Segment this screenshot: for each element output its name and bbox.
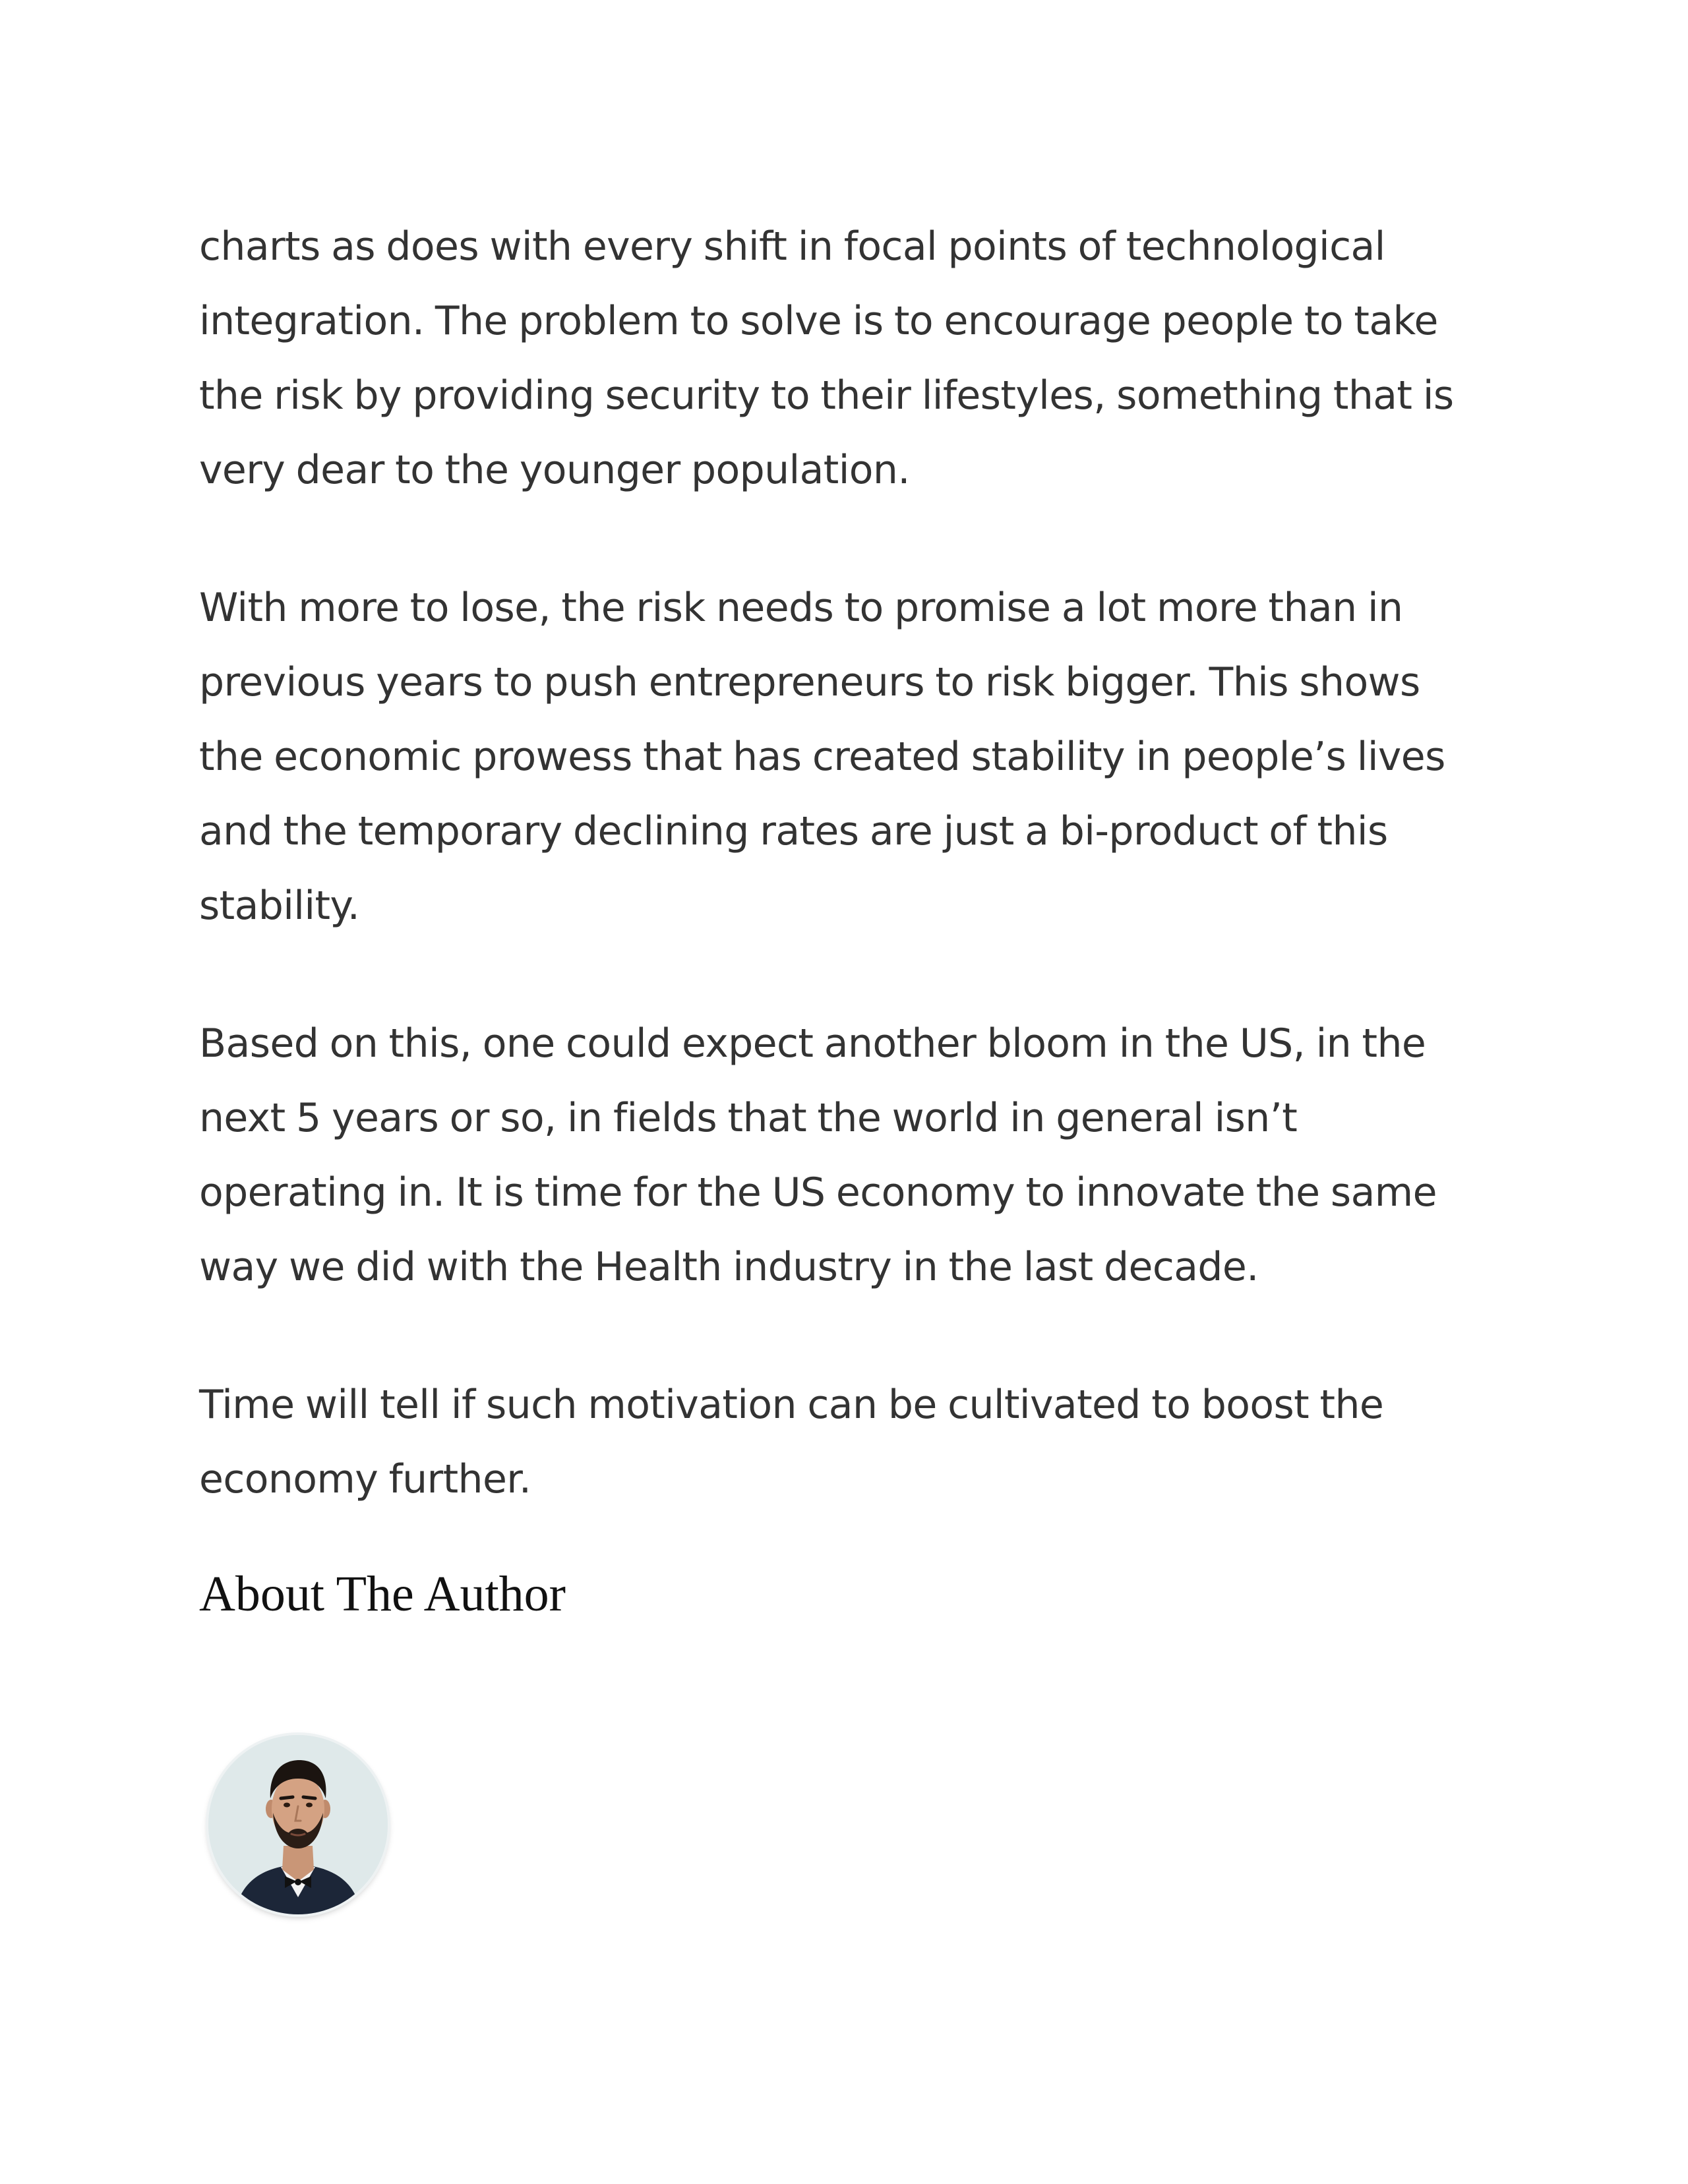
paragraph-3: Based on this, one could expect another bloom in the US, in the next 5 years or so, in fields that the world in general isn’t operating in. It is time for the US economy to innovate the same way we did with the Health industry in the last decade. — [199, 1020, 1437, 1290]
author-avatar — [208, 1735, 388, 1914]
paragraph-4: Time will tell if such motivation can be cultivated to boost the economy further. — [199, 1382, 1384, 1502]
paragraph-2: With more to lose, the risk needs to promise a lot more than in previous years to push entrepreneurs to risk bigger. This shows the economic prowess that has created stability in people’s lives and the temporary declining rates are just a bi-product of this stability. — [199, 585, 1445, 929]
paragraph-1: charts as does with every shift in focal points of technological integration. The problem to solve is to encourage people to take the risk by providing security to their lifestyles, something that is very dear to the younger population. — [199, 223, 1454, 493]
author-portrait-icon — [208, 1735, 388, 1914]
about-author-heading: About The Author — [199, 1566, 566, 1622]
article-body — [199, 210, 1492, 1517]
